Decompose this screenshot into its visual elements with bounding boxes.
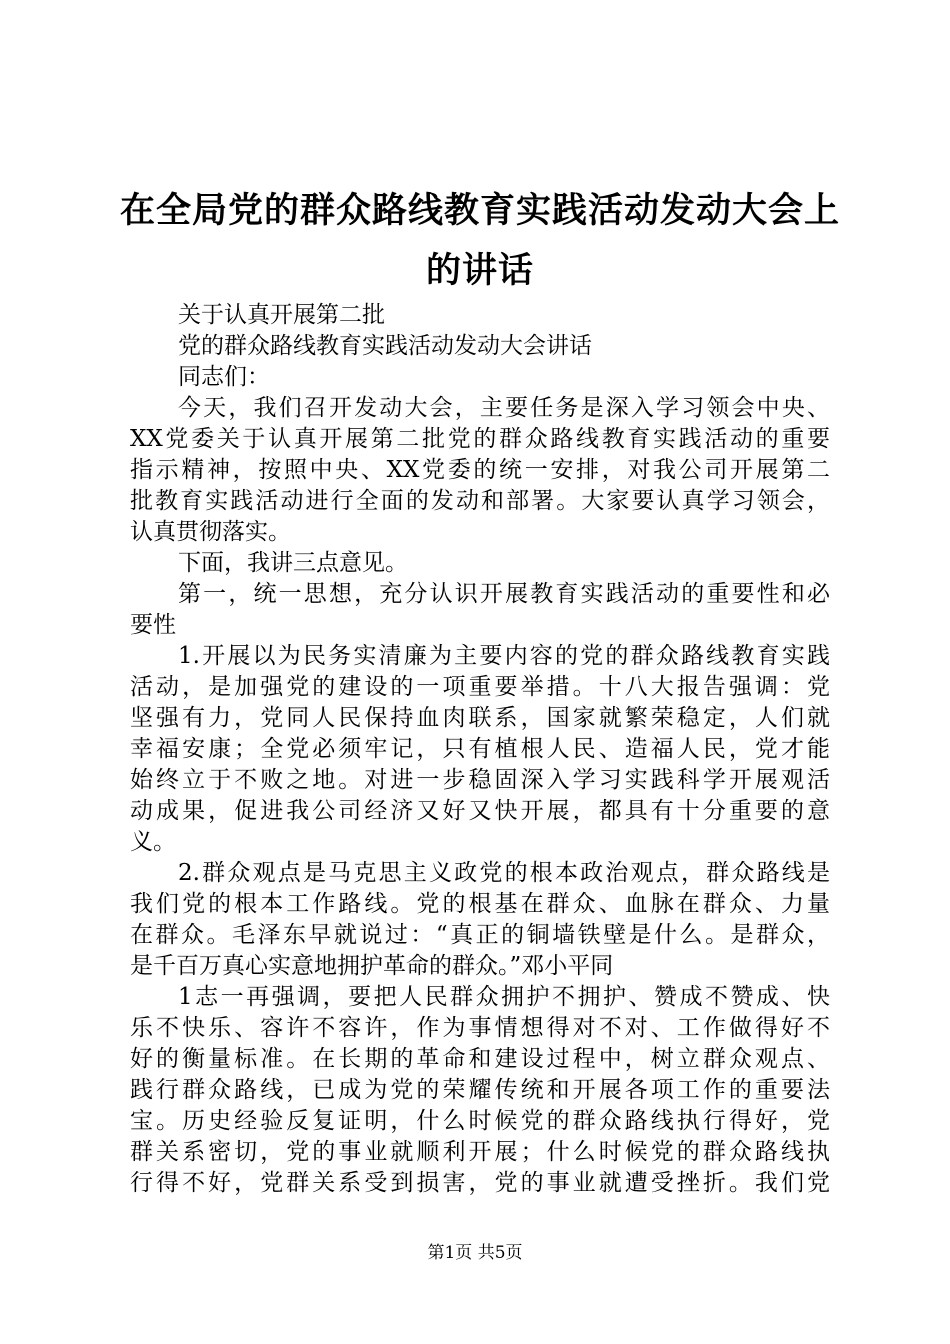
document-title-line-1: 在全局党的群众路线教育实践活动发动大会上 xyxy=(119,191,840,231)
text-line: 群关系密切，党的事业就顺利开展；什么时候党的群众路线执 xyxy=(130,1139,830,1165)
text-line: 第一，统一思想，充分认识开展教育实践活动的重要性和必 xyxy=(178,581,830,607)
text-line: 坚强有力，党同人民保持血肉联系，国家就繁荣稳定，人们就 xyxy=(130,705,830,731)
text-line: 活动，是加强党的建设的一项重要举措。十八大报告强调：党 xyxy=(130,674,830,700)
text-line: 动成果，促进我公司经济又好又快开展，都具有十分重要的意 xyxy=(130,798,830,824)
text-line: XX党委关于认真开展第二批党的群众路线教育实践活动的重要 xyxy=(130,426,830,452)
document-title-line-2: 的讲话 xyxy=(425,251,534,291)
text-line: 幸福安康；全党必须牢记，只有植根人民、造福人民，党才能 xyxy=(130,736,830,762)
document-body xyxy=(130,300,830,1199)
text-line: 义。 xyxy=(130,829,176,855)
text-line: 要性 xyxy=(130,612,176,638)
text-line: 行得不好，党群关系受到损害，党的事业就遭受挫折。我们党 xyxy=(130,1170,830,1196)
text-line: 认真贯彻落实。 xyxy=(130,519,291,545)
text-line: 在群众。毛泽东早就说过：“真正的铜墙铁壁是什么。是群众， xyxy=(130,922,830,948)
text-line: 党的群众路线教育实践活动发动大会讲话 xyxy=(178,333,592,359)
text-line: 乐不快乐、容许不容许，作为事情想得对不对、工作做得好不 xyxy=(130,1015,830,1041)
page-footer: 第1页 共5页 xyxy=(427,1243,523,1263)
text-line: 1.开展以为民务实清廉为主要内容的党的群众路线教育实践 xyxy=(178,643,830,669)
text-line: 2.群众观点是马克思主义政党的根本政治观点，群众路线是 xyxy=(178,860,830,886)
text-line: 关于认真开展第二批 xyxy=(178,302,385,328)
text-line: 下面，我讲三点意见。 xyxy=(178,550,408,576)
text-line: 批教育实践活动进行全面的发动和部署。大家要认真学习领会， xyxy=(130,488,830,514)
text-line: 同志们： xyxy=(178,364,270,390)
text-line: 今天，我们召开发动大会，主要任务是深入学习领会中央、 xyxy=(178,395,830,421)
text-line: 践行群众路线，已成为党的荣耀传统和开展各项工作的重要法 xyxy=(130,1077,830,1103)
text-line: 始终立于不败之地。对进一步稳固深入学习实践科学开展观活 xyxy=(130,767,830,793)
text-line: 宝。历史经验反复证明，什么时候党的群众路线执行得好，党 xyxy=(130,1108,830,1134)
text-line: 指示精神，按照中央、XX党委的统一安排，对我公司开展第二 xyxy=(130,457,830,483)
text-line: 是千百万真心实意地拥护革命的群众。”邓小平同 xyxy=(130,953,614,979)
text-line: 1志一再强调，要把人民群众拥护不拥护、赞成不赞成、快 xyxy=(178,984,830,1010)
text-line: 我们党的根本工作路线。党的根基在群众、血脉在群众、力量 xyxy=(130,891,830,917)
text-line: 好的衡量标准。在长期的革命和建设过程中，树立群众观点、 xyxy=(130,1046,830,1072)
